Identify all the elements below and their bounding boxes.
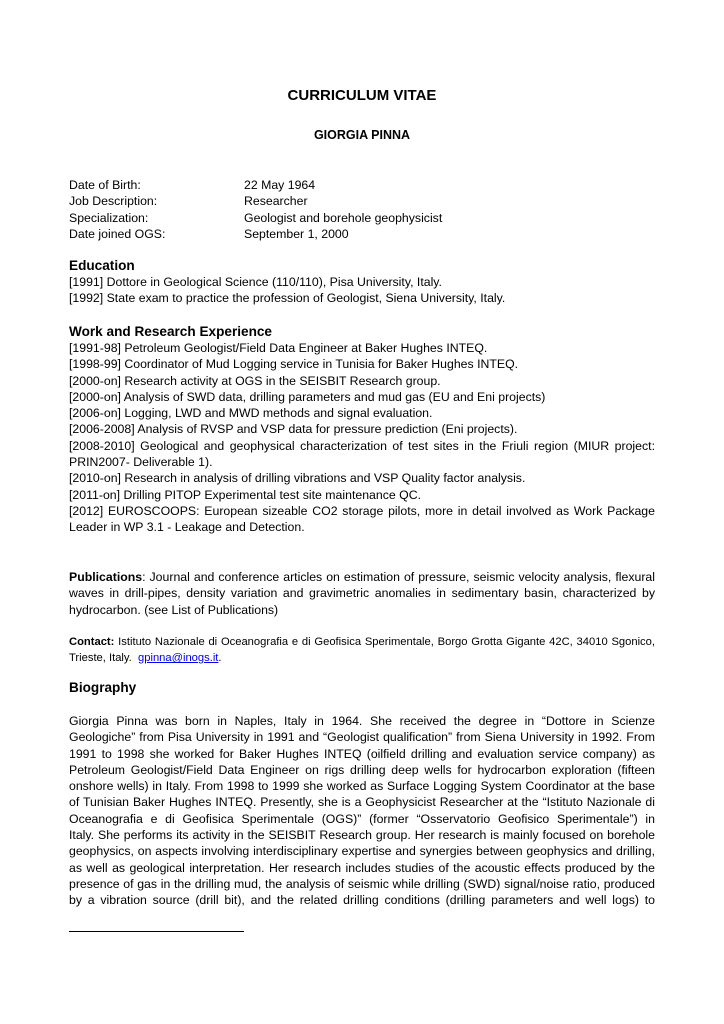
work-item: [2006-on] Logging, LWD and MWD methods and signal evaluation. bbox=[69, 406, 433, 421]
education-list bbox=[69, 274, 655, 307]
work-item: [1991-98] Petroleum Geologist/Field Data Engineer at Baker Hughes INTEQ. bbox=[69, 341, 488, 355]
biography-line: Italy. She performs its activity in the SEISBIT Research group. Her research is mainly focused on borehole bbox=[69, 828, 655, 843]
contact-period: . bbox=[218, 652, 222, 665]
info-row-specialization bbox=[69, 210, 655, 226]
biography-line: of Tunisian Baker Hughes INTEQ. Presently, she is a Geophysicist Researcher at the “Istituto Nazionale di bbox=[69, 795, 655, 810]
work-item: Leader in WP 3.1 - Leakage and Detection. bbox=[69, 520, 305, 535]
contact-label: Contact: bbox=[69, 636, 115, 648]
contact-line bbox=[69, 634, 655, 650]
info-label: Job Description: bbox=[69, 194, 158, 209]
biography-line: Giorgia Pinna was born in Naples, Italy in 1964. She received the degree in “Dottore in Scienze bbox=[69, 714, 655, 728]
info-row-joined bbox=[69, 226, 655, 242]
education-heading: Education bbox=[69, 258, 135, 273]
info-row-job bbox=[69, 193, 655, 209]
biography-line: Oceanografia e di Geofisica Sperimentale (OGS)” (former “Osservatorio Geofisico Sperimentale”) in bbox=[69, 811, 655, 826]
biography-line: onshore wells) in Italy. From 1998 to 1999 she worked as Surface Logging System Coordinator at the base bbox=[69, 779, 655, 794]
biography-line: 1991 to 1998 she worked for Baker Hughes INTEQ (oilfield drilling and evaluation service company) as bbox=[69, 746, 655, 761]
contact-paragraph bbox=[69, 634, 655, 667]
publications-paragraph bbox=[69, 569, 655, 618]
footnote-separator bbox=[69, 931, 244, 932]
work-item: [2008-2010] Geological and geophysical characterization of test sites in the Friuli region (MIUR project: bbox=[69, 438, 655, 453]
info-label: Date of Birth: bbox=[69, 178, 141, 192]
personal-info bbox=[69, 177, 655, 242]
work-item: [2011-on] Drilling PITOP Experimental test site maintenance QC. bbox=[69, 487, 421, 502]
work-item: [2006-2008] Analysis of RVSP and VSP data for pressure prediction (Eni projects). bbox=[69, 422, 518, 437]
biography-line: geophysics, on aspects involving interdisciplinary expertise and synergies between geophysics and drilling, bbox=[69, 844, 655, 859]
document-title: CURRICULUM VITAE bbox=[287, 87, 437, 104]
info-value: Researcher bbox=[244, 194, 308, 209]
education-item: [1991] Dottore in Geological Science (110/110), Pisa University, Italy. bbox=[69, 275, 442, 289]
work-item: [2010-on] Research in analysis of drilling vibrations and VSP Quality factor analysis. bbox=[69, 471, 526, 486]
info-row-birth bbox=[69, 177, 655, 193]
publications-label: Publications bbox=[69, 570, 143, 584]
biography-line: presence of gas in the drilling mud, the analysis of seismic while drilling (SWD) signal/noise ratio, produced bbox=[69, 876, 655, 891]
contact-city: Trieste, Italy. bbox=[69, 652, 139, 665]
biography-line: as well as geological interpretation. Her research includes studies of the acoustic effects produced by the bbox=[69, 860, 655, 875]
person-name: GIORGIA PINNA bbox=[313, 128, 411, 142]
info-value: September 1, 2000 bbox=[244, 226, 349, 241]
contact-line bbox=[69, 650, 655, 666]
biography-line: Petroleum Geologist/Field Data Engineer on rigs drilling deep wells for hydrocarbon exploration (fifteen bbox=[69, 762, 655, 777]
biography-line: Geologiche” from Pisa University in 1991 and “Geologist qualification” from Siena University in 1992. From bbox=[69, 730, 655, 745]
publications-line: hydrocarbon. (see List of Publications) bbox=[69, 602, 279, 617]
info-value: Geologist and borehole geophysicist bbox=[244, 210, 443, 225]
biography-paragraph bbox=[69, 713, 655, 909]
info-label: Date joined OGS: bbox=[69, 226, 166, 241]
info-value: 22 May 1964 bbox=[244, 178, 316, 192]
publications-line: waves in drill-pipes, density variation and gravimetric anomalies in sedimentary basin, characterized by bbox=[69, 586, 655, 601]
email-link[interactable]: gpinna@inogs.it bbox=[138, 652, 219, 665]
work-item: [2000-on] Analysis of SWD data, drilling parameters and mud gas (EU and Eni projects) bbox=[69, 389, 546, 404]
work-item: [1998-99] Coordinator of Mud Logging service in Tunisia for Baker Hughes INTEQ. bbox=[69, 357, 519, 372]
work-heading: Work and Research Experience bbox=[69, 324, 272, 339]
publications-text: : Journal and conference articles on estimation of pressure, seismic velocity analysis, flexural bbox=[142, 570, 655, 584]
work-item: [2012] EUROSCOOPS: European sizeable CO2 storage pilots, more in detail involved as Work Package bbox=[69, 503, 655, 518]
work-item: [2000-on] Research activity at OGS in the SEISBIT Research group. bbox=[69, 373, 441, 388]
biography-heading: Biography bbox=[69, 680, 137, 695]
work-list bbox=[69, 340, 655, 536]
education-item: [1992] State exam to practice the profession of Geologist, Siena University, Italy. bbox=[69, 291, 506, 306]
biography-line: by a vibration source (drill bit), and the related drilling conditions (drilling parameters and well logs) to bbox=[69, 893, 655, 908]
contact-address: Istituto Nazionale di Oceanografia e di Geofisica Sperimentale, Borgo Grotta Gigante 42C, 34010 Sgonico, bbox=[114, 636, 655, 648]
publications-line bbox=[69, 569, 655, 585]
work-item: PRIN2007- Deliverable 1). bbox=[69, 455, 213, 470]
info-label: Specialization: bbox=[69, 210, 149, 225]
